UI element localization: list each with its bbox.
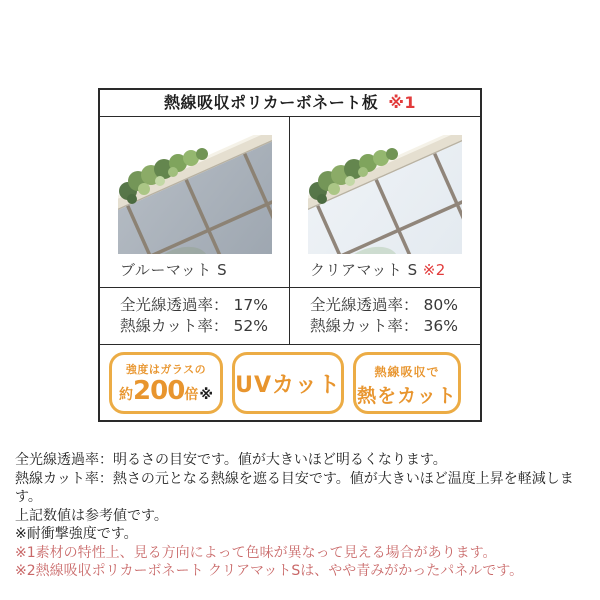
- clear-mat-label: [308, 259, 480, 280]
- stat-label: 全光線透過率：: [120, 296, 229, 314]
- stat-value: 17%: [233, 296, 268, 314]
- footnote-line: 全光線透過率：明るさの目安です。値が大きいほど明るくなります。: [15, 452, 447, 468]
- clear-mat-note: ※2: [422, 261, 446, 279]
- strength-note-mark: ※: [199, 387, 213, 403]
- panel-title: [100, 90, 480, 117]
- strength-suffix: 倍: [184, 387, 199, 403]
- product-column-clear-mat: [290, 117, 480, 344]
- strength-badge: [109, 352, 223, 414]
- blue-mat-label: [118, 259, 289, 280]
- stat-row: [120, 316, 268, 337]
- stat-row: [310, 295, 458, 316]
- stat-value: 52%: [233, 317, 268, 335]
- stat-label: 熱線カット率：: [310, 317, 419, 335]
- feature-badges: [100, 344, 480, 419]
- blue-mat-roof-photo: [118, 135, 272, 254]
- heat-cut-badge: [353, 352, 461, 414]
- footnote-line: 上記数値は参考値です。: [15, 507, 168, 524]
- product-column-blue-mat: [100, 117, 290, 344]
- stat-row: [310, 316, 458, 337]
- clear-mat-photo-cell: [290, 117, 480, 287]
- footnote-line-red: ※1素材の特性上、見る方向によって色味が異なって見える場合があります。: [15, 544, 497, 561]
- stat-row: [120, 295, 268, 316]
- heat-cut-line1: 熱線吸収で: [374, 365, 440, 379]
- panel-title-note: ※1: [388, 93, 417, 112]
- footnotes: [15, 451, 595, 581]
- stat-value: 80%: [423, 296, 458, 314]
- clear-mat-roof-photo: [308, 135, 462, 254]
- clear-mat-name: クリアマット S: [310, 261, 418, 279]
- clear-mat-stats: [290, 287, 480, 344]
- strength-badge-line1: 強度はガラスの: [125, 363, 207, 376]
- stat-value: 36%: [423, 317, 458, 335]
- blue-mat-name: ブルーマット S: [120, 261, 228, 279]
- panel-title-text: 熱線吸収ポリカーボネート板: [163, 93, 379, 112]
- blue-mat-photo-cell: [100, 117, 289, 287]
- footnote-line-red: ※2熱線吸収ポリカーボネート クリアマットSは、やや青みがかったパネルです。: [15, 563, 524, 579]
- stat-label: 熱線カット率：: [120, 317, 229, 335]
- uv-cut-badge: [232, 352, 344, 414]
- strength-value: 200: [133, 376, 185, 406]
- uv-cut-label: UVカット: [235, 372, 341, 398]
- blue-mat-stats: [100, 287, 289, 344]
- stat-label: 全光線透過率：: [310, 296, 419, 314]
- strength-prefix: 約: [119, 387, 134, 403]
- product-columns: [100, 117, 480, 344]
- footnote-line: ※耐衝撃強度です。: [15, 526, 138, 542]
- heat-cut-line2: 熱をカット: [357, 385, 457, 407]
- footnote-line: 熱線カット率：熱さの元となる熱線を遮る目安です。値が大きいほど温度上昇を軽減します。: [15, 470, 574, 505]
- strength-badge-line2: [112, 378, 220, 408]
- product-comparison-panel: [98, 88, 482, 422]
